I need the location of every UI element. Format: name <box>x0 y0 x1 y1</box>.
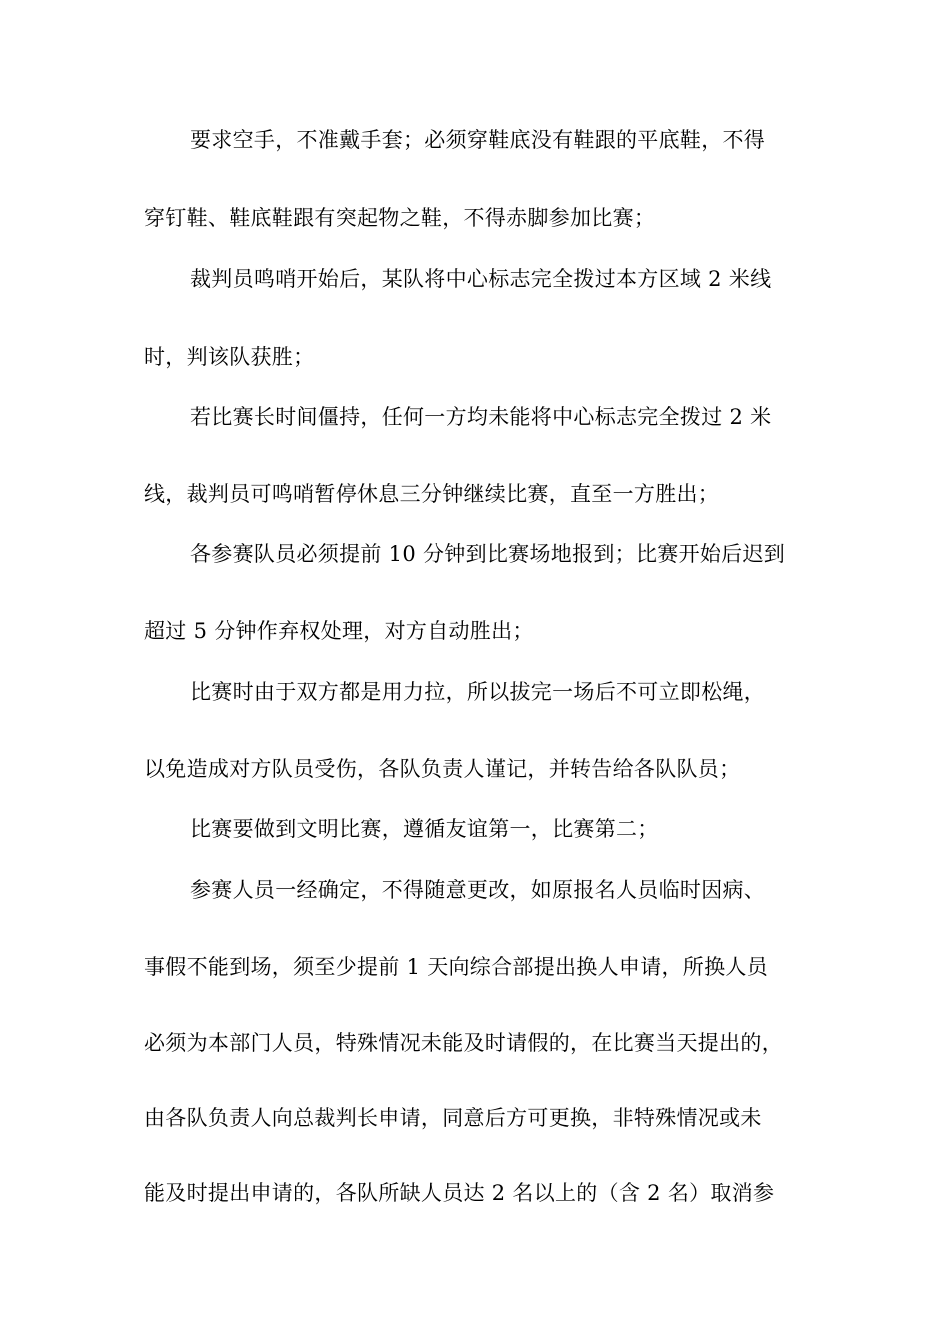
rule-paragraph-7-line-1: 参赛人员一经确定，不得随意更改，如原报名人员临时因病、 <box>190 878 766 902</box>
rule-paragraph-5-line-1: 比赛时由于双方都是用力拉，所以拔完一场后不可立即松绳， <box>190 680 766 704</box>
rule-paragraph-7-line-4: 由各队负责人向总裁判长申请，同意后方可更换，非特殊情况或未 <box>144 1106 762 1130</box>
rule-paragraph-4-line-1: 各参赛队员必须提前 10 分钟到比赛场地报到；比赛开始后迟到 <box>190 542 786 566</box>
rule-paragraph-3-line-2: 线，裁判员可鸣哨暂停休息三分钟继续比赛，直至一方胜出； <box>144 482 720 506</box>
rule-paragraph-1-line-1: 要求空手，不准戴手套；必须穿鞋底没有鞋跟的平底鞋，不得 <box>190 128 766 152</box>
rule-paragraph-3-line-1: 若比赛长时间僵持，任何一方均未能将中心标志完全拨过 2 米 <box>190 405 772 429</box>
rule-paragraph-7-line-5: 能及时提出申请的，各队所缺人员达 2 名以上的（含 2 名）取消参 <box>144 1181 775 1205</box>
rule-paragraph-7-line-3: 必须为本部门人员，特殊情况未能及时请假的，在比赛当天提出的， <box>144 1031 783 1055</box>
rule-paragraph-7-line-2: 事假不能到场，须至少提前 1 天向综合部提出换人申请，所换人员 <box>144 955 769 979</box>
rule-paragraph-2-line-1: 裁判员鸣哨开始后，某队将中心标志完全拨过本方区域 2 米线 <box>190 267 772 291</box>
rule-paragraph-1-line-2: 穿钉鞋、鞋底鞋跟有突起物之鞋，不得赤脚参加比赛； <box>144 206 656 230</box>
rule-paragraph-2-line-2: 时，判该队获胜； <box>144 345 315 369</box>
rule-paragraph-4-line-2: 超过 5 分钟作弃权处理，对方自动胜出； <box>144 619 534 643</box>
rule-paragraph-6-line-1: 比赛要做到文明比赛，遵循友谊第一，比赛第二； <box>190 817 659 841</box>
rule-paragraph-5-line-2: 以免造成对方队员受伤，各队负责人谨记，并转告给各队队员； <box>144 757 741 781</box>
